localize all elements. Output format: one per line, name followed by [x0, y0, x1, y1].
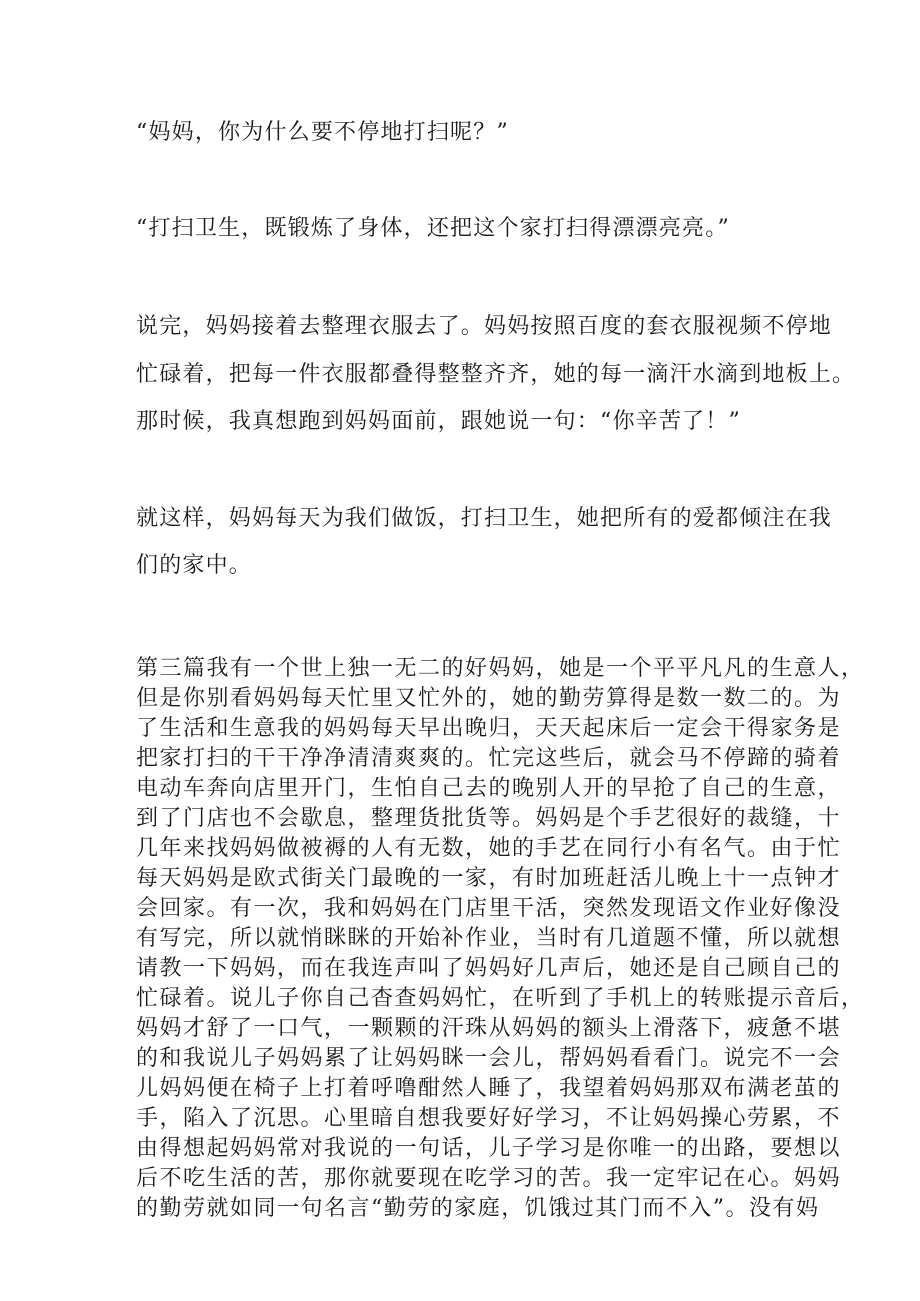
paragraph-line: 请教一下妈妈，而在我连声叫了妈妈好几声后，她还是自己顾自己的 [136, 956, 842, 981]
paragraph-line: 的勤劳就如同一句名言“勤劳的家庭，饥饿过其门而不入”。没有妈 [136, 1196, 820, 1221]
paragraph-line: 的和我说儿子妈妈累了让妈妈眯一会儿，帮妈妈看看门。说完不一会 [136, 1046, 842, 1071]
paragraph-line: 后不吃生活的苦，那你就要现在吃学习的苦。我一定牢记在心。妈妈 [136, 1166, 842, 1191]
paragraph-line: 每天妈妈是欧式街关门最晚的一家，有时加班赶活儿晚上十一点钟才 [136, 866, 842, 891]
paragraph-line: 第三篇我有一个世上独一无二的好妈妈，她是一个平平凡凡的生意人， [136, 656, 865, 681]
paragraph-line: 电动车奔向店里开门，生怕自己去的晚别人开的早抢了自己的生意， [136, 776, 842, 801]
paragraph-line: 到了门店也不会歇息，整理货批货等。妈妈是个手艺很好的裁缝，十 [136, 806, 842, 831]
paragraph-line: 有写完，所以就悄眯眯的开始补作业，当时有几道题不懂，所以就想 [136, 926, 842, 951]
paragraph-line: 们的家中。 [136, 553, 253, 578]
paragraph-line: 妈妈才舒了一口气，一颗颗的汗珠从妈妈的额头上滑落下，疲惫不堪 [136, 1016, 842, 1041]
paragraph-line: 会回家。有一次，我和妈妈在门店里干活，突然发现语文作业好像没 [136, 896, 842, 921]
paragraph-line: 把家打扫的干干净净清清爽爽的。忙完这些后，就会马不停蹄的骑着 [136, 746, 842, 771]
paragraph-line: 但是你别看妈妈每天忙里又忙外的，她的勤劳算得是数一数二的。为 [136, 686, 842, 711]
dialogue-question: “妈妈，你为什么要不停地打扫呢？” [136, 120, 509, 145]
paragraph-line: 忙碌着，把每一件衣服都叠得整整齐齐，她的每一滴汗水滴到地板上。 [136, 362, 856, 387]
paragraph-line: 忙碌着。说儿子你自己杳查妈妈忙，在听到了手机上的转账提示音后， [136, 986, 865, 1011]
paragraph-line: 儿妈妈便在椅子上打着呼噜酣然人睡了，我望着妈妈那双布满老茧的 [136, 1076, 842, 1101]
paragraph-line: 几年来找妈妈做被褥的人有无数，她的手艺在同行小有名气。由于忙 [136, 836, 842, 861]
paragraph-line: 由得想起妈妈常对我说的一句话，儿子学习是你唯一的出路，要想以 [136, 1136, 842, 1161]
paragraph-line: 就这样，妈妈每天为我们做饭，打扫卫生，她把所有的爱都倾注在我 [136, 506, 833, 531]
paragraph-line: 说完，妈妈接着去整理衣服去了。妈妈按照百度的套衣服视频不停地 [136, 314, 833, 339]
paragraph-line: 了生活和生意我的妈妈每天早出晚归，天天起床后一定会干得家务是 [136, 716, 842, 741]
dialogue-answer: “打扫卫生，既锻炼了身体，还把这个家打扫得漂漂亮亮。” [136, 216, 730, 241]
paragraph-line: 那时候，我真想跑到妈妈面前，跟她说一句：“你辛苦了！” [136, 409, 741, 434]
paragraph-line: 手，陷入了沉思。心里暗自想我要好好学习，不让妈妈操心劳累，不 [136, 1106, 842, 1131]
